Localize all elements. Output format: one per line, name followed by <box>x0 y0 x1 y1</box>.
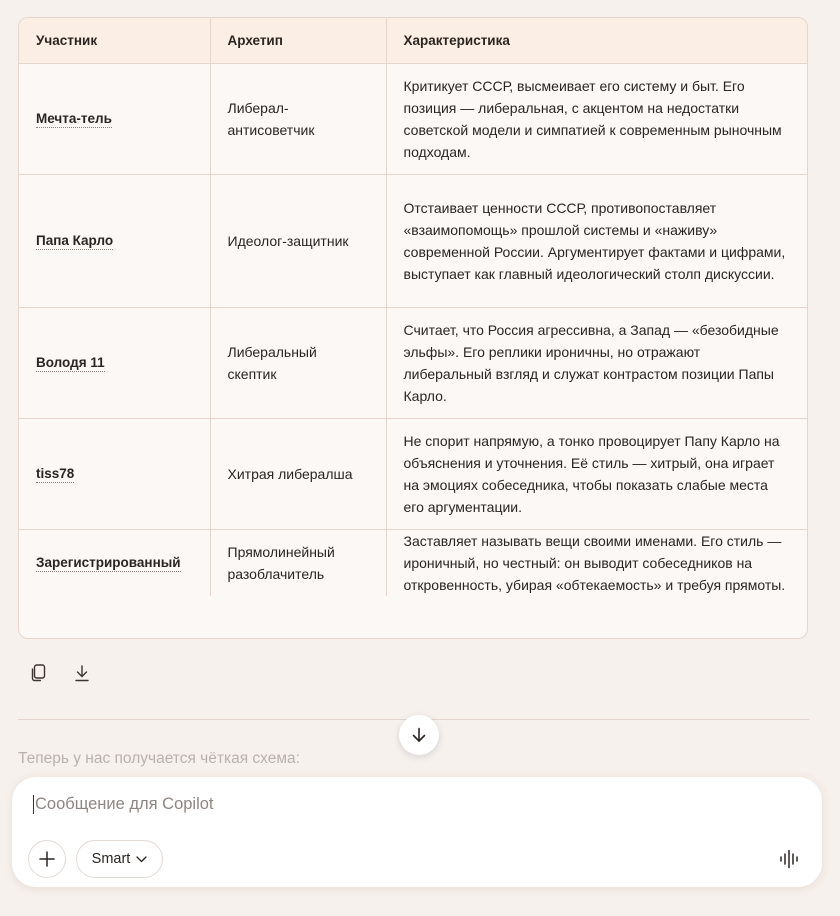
participant-cell <box>19 530 210 597</box>
add-attachment-button[interactable] <box>28 840 66 878</box>
column-header-description: Характеристика <box>386 18 807 64</box>
participant-cell <box>19 308 210 419</box>
participant-link[interactable]: Папа Карло <box>36 233 114 248</box>
column-header-archetype: Архетип <box>210 18 386 64</box>
participant-cell <box>19 419 210 530</box>
description-cell: Считает, что Россия агрессивна, а Запад — «безобидные эльфы». Его реплики ироничны, но отражают либеральный взгляд и служат контрастом позиции Папы Карло. <box>386 308 807 419</box>
participant-cell <box>19 64 210 175</box>
participant-link[interactable]: Володя 11 <box>36 355 105 370</box>
table-row <box>19 64 807 175</box>
archetype-cell: Либеральный скептик <box>210 308 386 419</box>
table-header-row <box>19 18 807 64</box>
copy-button[interactable] <box>28 662 48 684</box>
participant-cell <box>19 175 210 308</box>
table-row <box>19 175 807 308</box>
table-row <box>19 419 807 530</box>
participant-link[interactable]: tiss78 <box>36 466 75 481</box>
description-cell: Заставляет называть вещи своими именами. Его стиль — ироничный, но честный: он выводит собеседников на откровенность, убирая «обтекаемость» и требуя прямоты. <box>403 533 786 593</box>
voice-input-button[interactable] <box>778 848 802 870</box>
voice-waveform-icon <box>779 849 801 869</box>
description-cell: Критикует СССР, высмеивает его систему и быт. Его позиция — либеральная, с акцентом на недостатки советской модели и симпатией к современным рыночным подходам. <box>386 64 807 175</box>
archetype-cell: Хитрая либералша <box>210 419 386 530</box>
archetype-cell: Прямолинейный разоблачитель <box>210 530 386 597</box>
table-row <box>19 308 807 419</box>
scroll-to-bottom-button[interactable] <box>399 715 439 755</box>
mode-label: Smart <box>91 851 131 867</box>
download-button[interactable] <box>72 662 92 684</box>
message-actions <box>28 662 92 684</box>
copy-icon <box>30 664 46 682</box>
response-table <box>18 17 808 639</box>
table-row <box>19 530 807 597</box>
message-composer <box>12 777 822 887</box>
download-icon <box>74 664 90 682</box>
message-input[interactable] <box>33 795 735 814</box>
streaming-text: Теперь у нас получается чёткая схема: <box>18 750 300 767</box>
archetype-cell: Идеолог-защитник <box>210 175 386 308</box>
mode-selector[interactable] <box>76 840 163 878</box>
archetype-cell: Либерал-антисоветчик <box>210 64 386 175</box>
description-cell: Не спорит напрямую, а тонко провоцирует Папу Карло на объяснения и уточнения. Её стиль — хитрый, она играет на эмоциях собеседника, чтобы показать слабые места его аргументации. <box>386 419 807 530</box>
participant-link[interactable]: Зарегистрированный <box>36 555 181 570</box>
description-cell: Отстаивает ценности СССР, противопоставляет «взаимопомощь» прошлой системы и «наживу» современной России. Аргументирует фактами и цифрами, выступает как главный идеологический столп дискуссии. <box>386 175 807 308</box>
arrow-down-icon <box>410 726 428 744</box>
column-header-participant: Участник <box>19 18 210 64</box>
chevron-down-icon <box>136 856 147 863</box>
participant-link[interactable]: Мечта-тель <box>36 111 112 126</box>
plus-icon <box>38 850 56 868</box>
